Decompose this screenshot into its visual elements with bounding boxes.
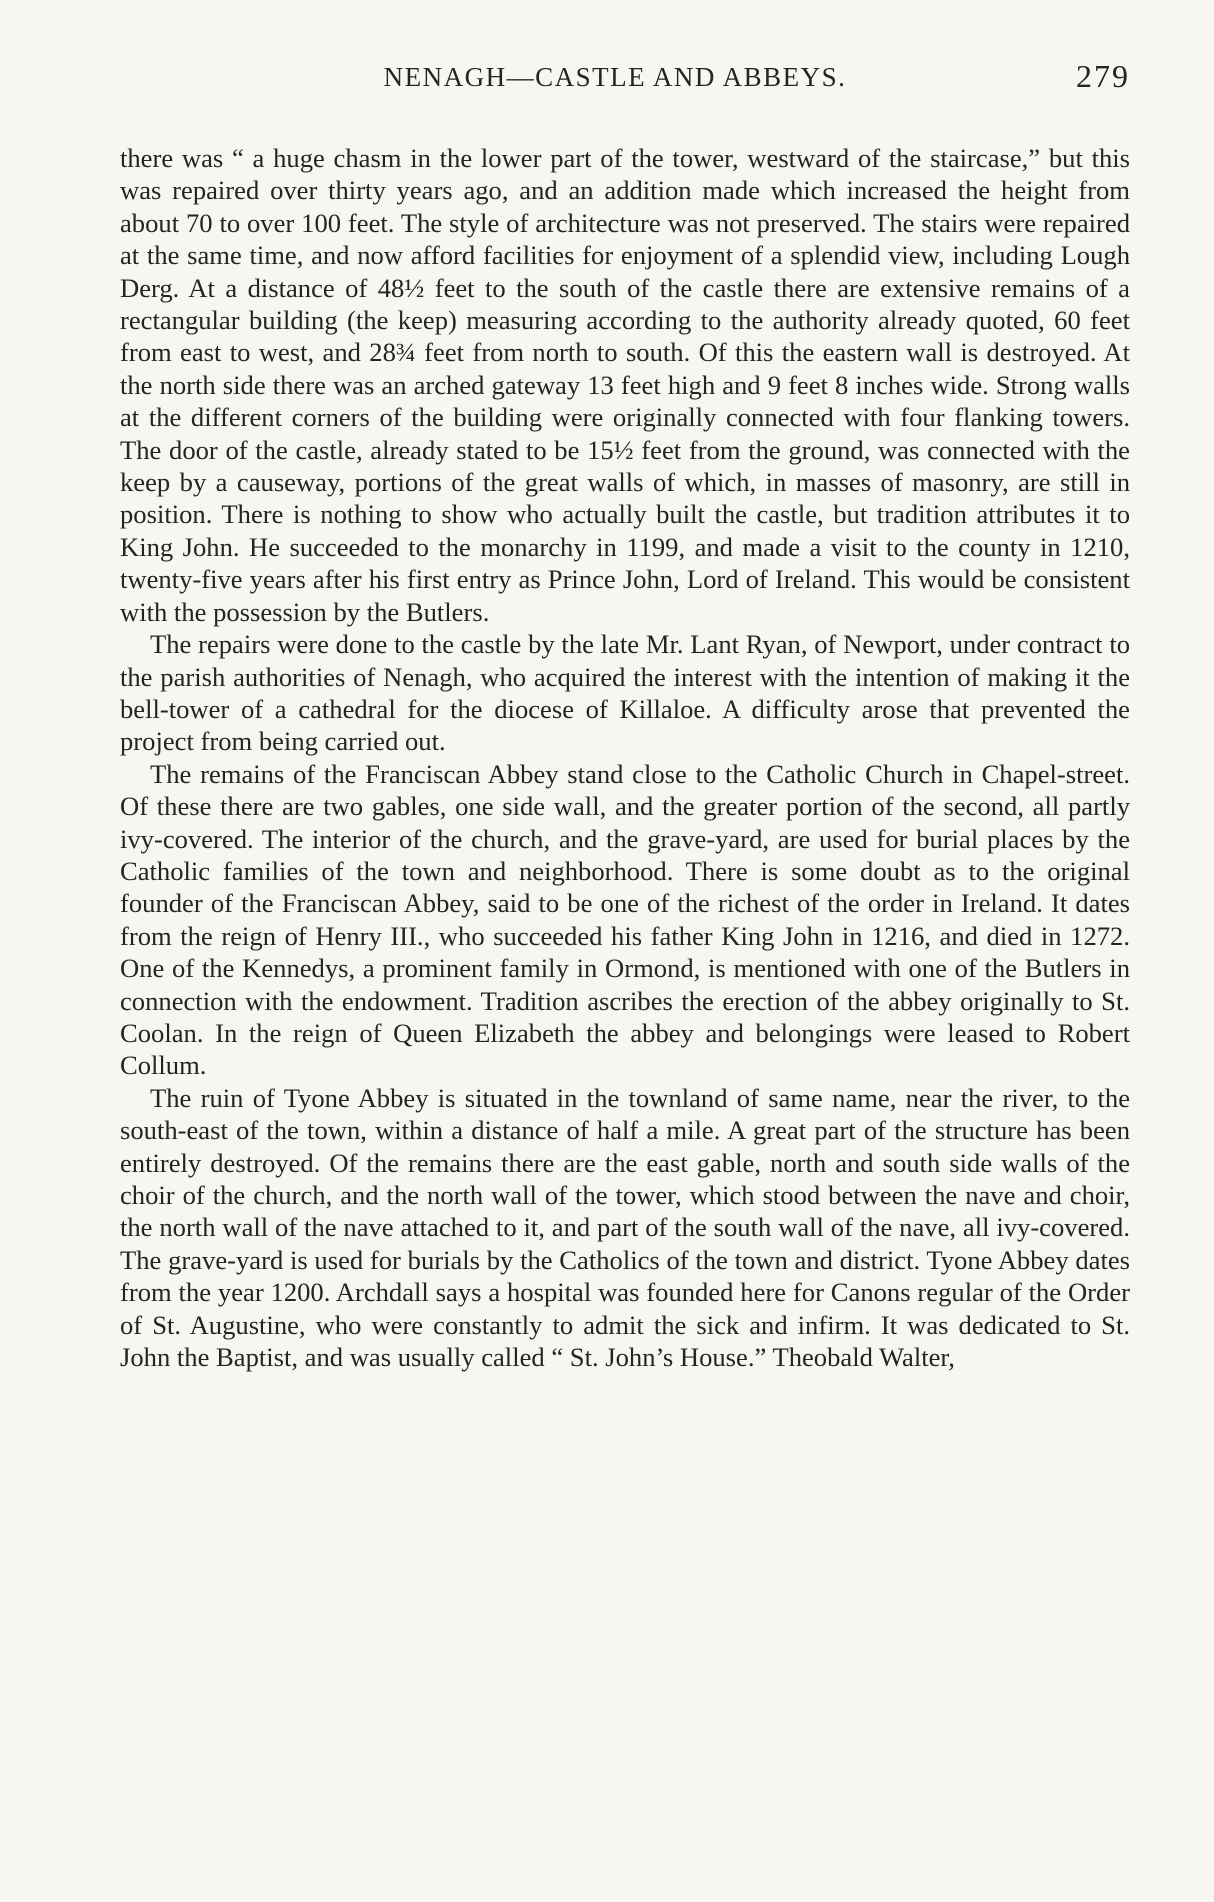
running-title: NENAGH—CASTLE AND ABBEYS. <box>383 62 847 92</box>
page-number: 279 <box>1076 58 1130 94</box>
paragraph-castle-keep: there was “ a huge chasm in the lower part of the tower, westward of the staircase,” but this was repaired over thirty years ago, and an addition made which increased the height from about 70 to over 100 feet. The style of architecture was not preserved. The stairs were repaired at the same time, and now afford facilities for enjoyment of a splendid view, including Lough Derg. At a distance of 48½ feet to the south of the castle there are extensive remains of a rectangular building (the keep) measuring according to the authority already quoted, 60 feet from east to west, and 28¾ feet from north to south. Of this the eastern wall is destroyed. At the north side there was an arched gateway 13 feet high and 9 feet 8 inches wide. Strong walls at the different corners of the building were originally connected with four flanking towers. The door of the castle, already stated to be 15½ feet from the ground, was connected with the keep by a causeway, portions of the great walls of which, in masses of masonry, are still in position. There is nothing to show who actually built the castle, but tradition attributes it to King John. He succeeded to the monarchy in 1199, and made a visit to the county in 1210, twenty-five years after his first entry as Prince John, Lord of Ireland. This would be consistent with the possession by the Butlers. <box>120 143 1130 627</box>
book-page <box>120 58 1130 1373</box>
paragraph-tyone-abbey: The ruin of Tyone Abbey is situated in the townland of same name, near the river, to the south-east of the town, within a distance of half a mile. A great part of the structure has been entirely destroyed. Of the remains there are the east gable, north and south side walls of the choir of the church, and the north wall of the tower, which stood between the nave and choir, the north wall of the nave attached to it, and part of the south wall of the nave, all ivy-covered. The grave-yard is used for burials by the Catholics of the town and district. Tyone Abbey dates from the year 1200. Archdall says a hospital was founded here for Canons regular of the Order of St. Augustine, who were constantly to admit the sick and infirm. It was dedicated to St. John the Baptist, and was usually called “ St. John’s House.” Theobald Walter, <box>120 1082 1130 1373</box>
paragraph-franciscan-abbey: The remains of the Franciscan Abbey stand close to the Catholic Church in Chapel-street. Of these there are two gables, one side wall, and the greater portion of the second, all partly ivy-covered. The interior of the church, and the grave-yard, are used for burial places by the Catholic families of the town and neighborhood. There is some doubt as to the original founder of the Franciscan Abbey, said to be one of the richest of the order in Ireland. It dates from the reign of Henry III., who succeeded his father King John in 1216, and died in 1272. One of the Kennedys, a prominent family in Ormond, is mentioned with one of the Butlers in connection with the endowment. Tradition ascribes the erection of the abbey originally to St. Coolan. In the reign of Queen Elizabeth the abbey and belongings were leased to Robert Collum. <box>120 758 1130 1081</box>
running-head <box>120 58 1130 102</box>
paragraph-castle-repairs: The repairs were done to the castle by the late Mr. Lant Ryan, of Newport, under contract to the parish authorities of Nenagh, who acquired the interest with the intention of making it the bell-tower of a cathedral for the diocese of Killaloe. A difficulty arose that prevented the project from being carried out. <box>120 629 1130 757</box>
body-text <box>120 142 1130 1373</box>
